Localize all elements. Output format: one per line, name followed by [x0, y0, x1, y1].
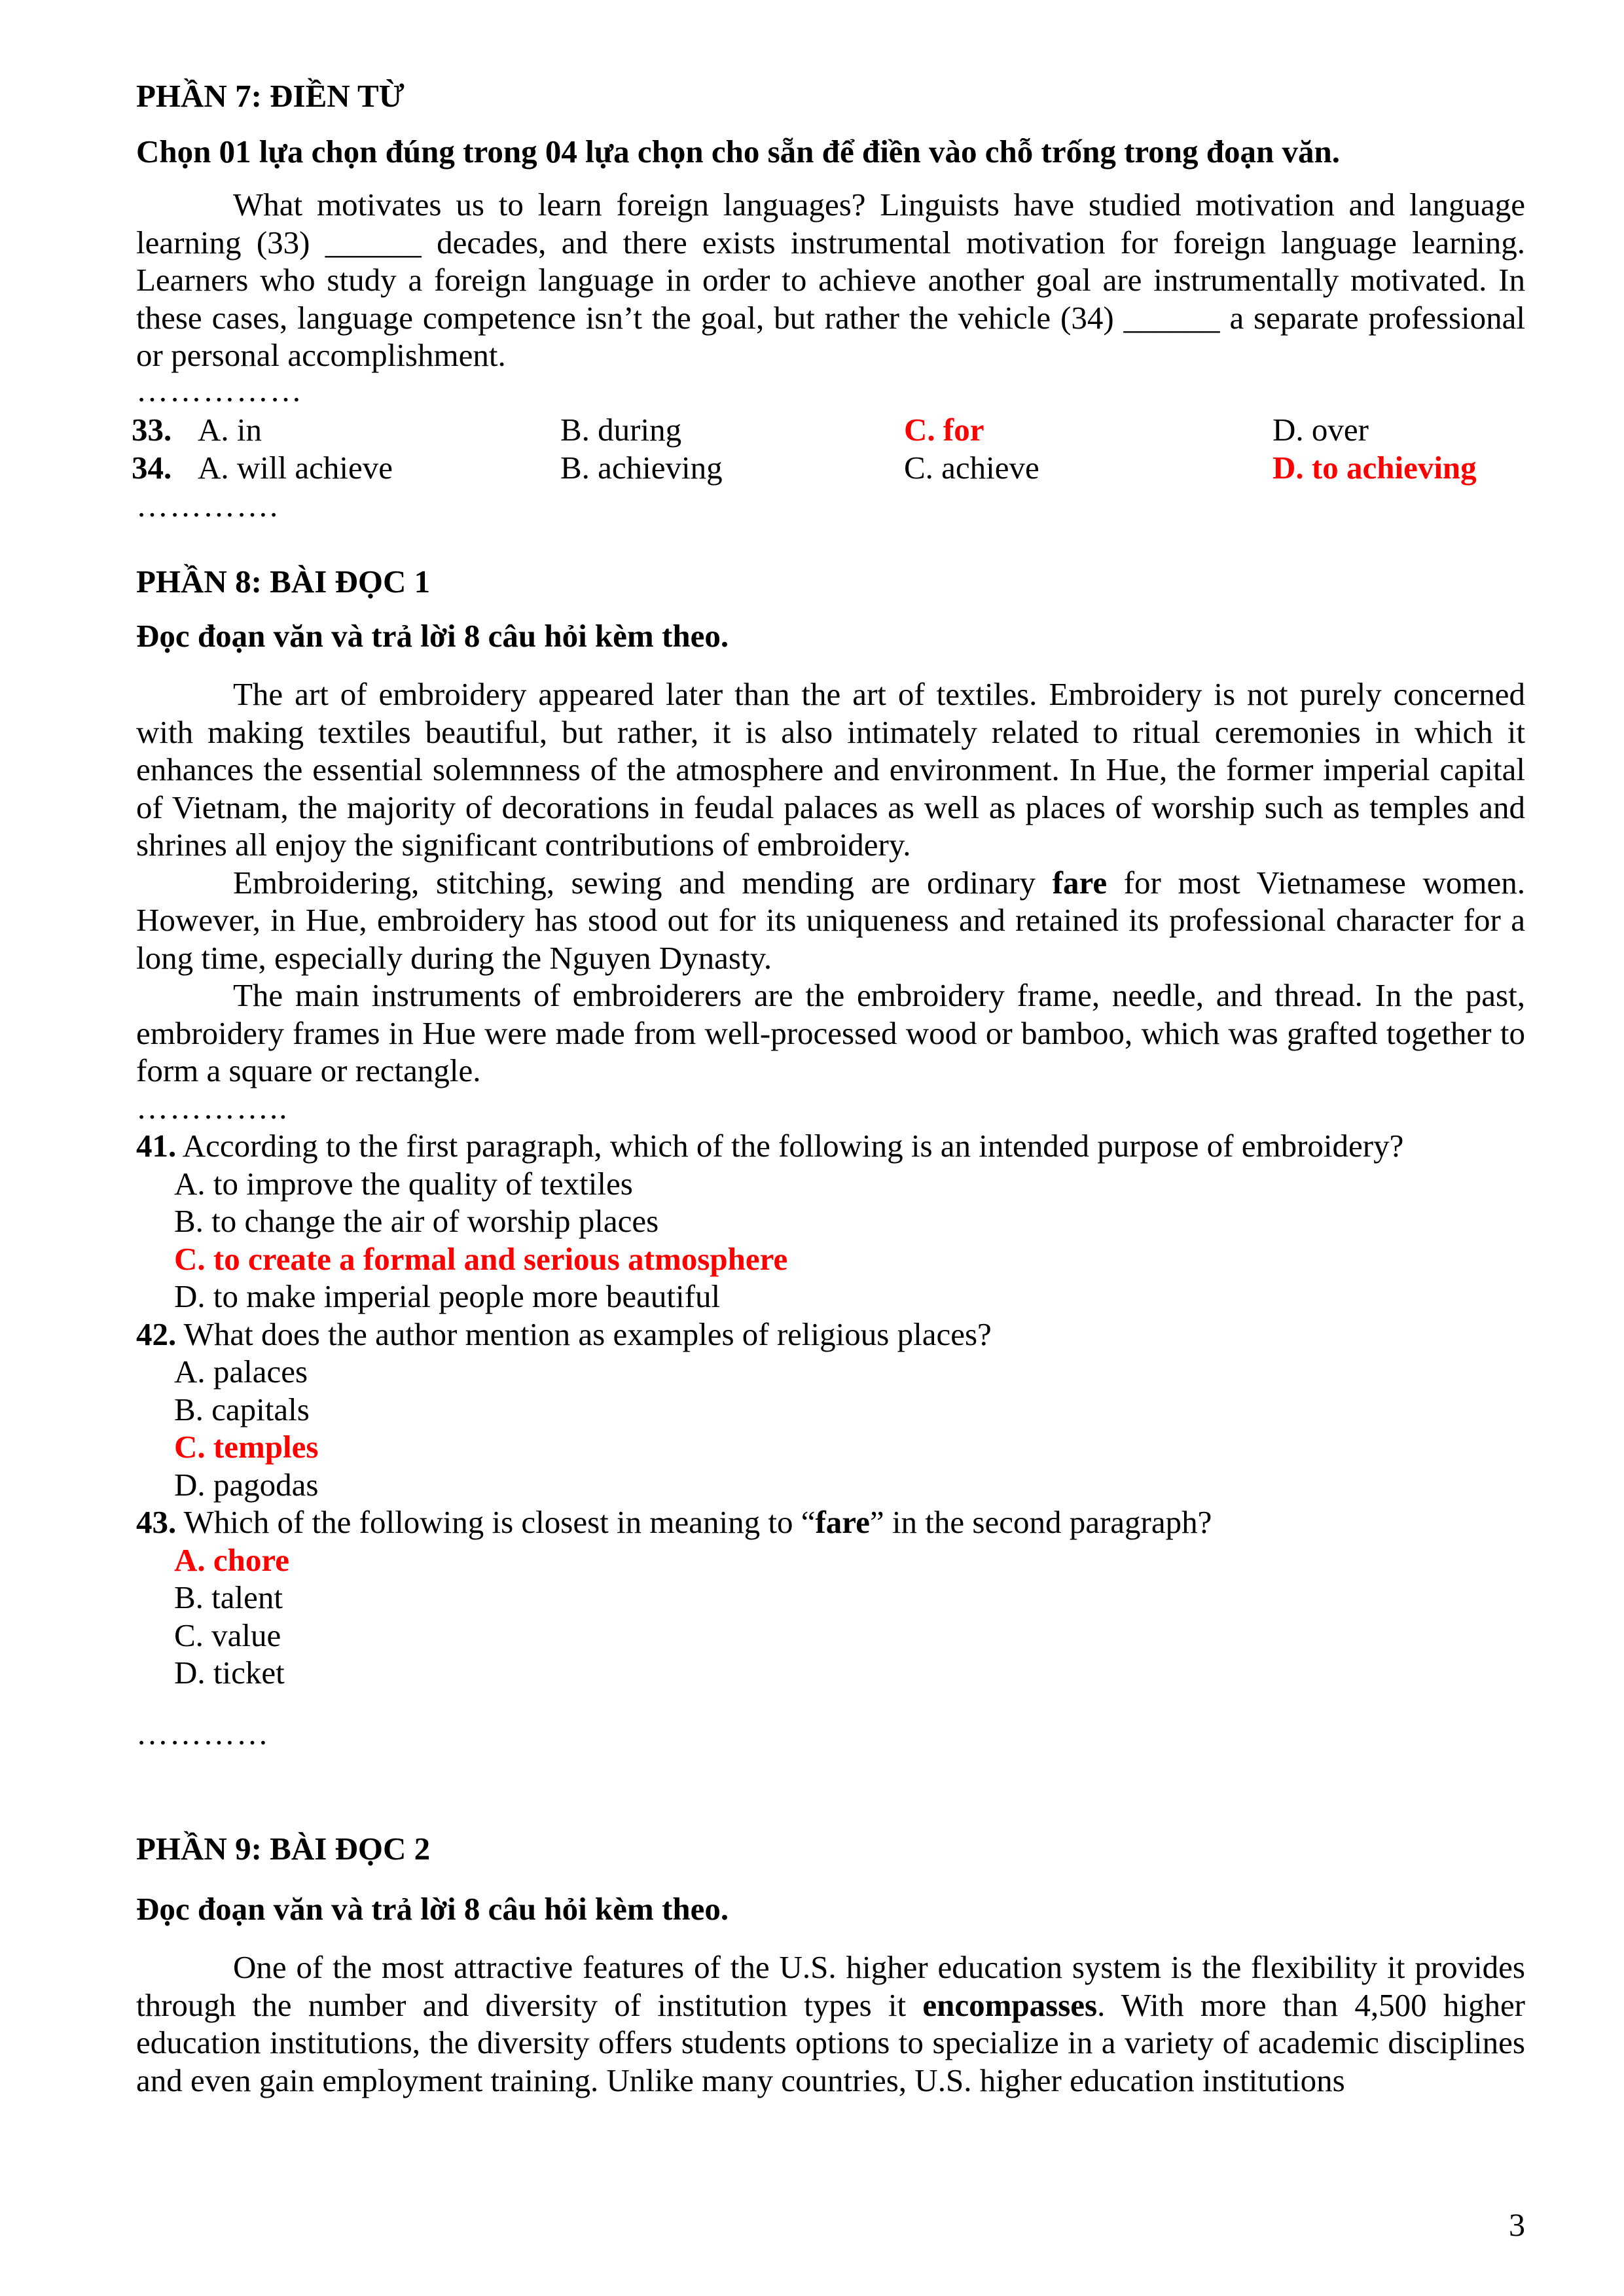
- ellipsis: ……………: [136, 372, 303, 408]
- bold-word-fare: fare: [1052, 864, 1108, 901]
- part9-title: PHẦN 9: BÀI ĐỌC 2: [136, 1831, 431, 1867]
- paragraph-2-end: for most Vietnamese women. However, in Hue, embroidery has stood out for its uniqueness and retained its professional character for a long time, especially during the Nguyen Dynasty.: [136, 864, 1525, 976]
- bold-word: fare: [815, 1504, 870, 1540]
- option-c-correct: C. temples: [174, 1429, 319, 1465]
- option-b: B. talent: [174, 1579, 283, 1615]
- part8-passage: [136, 675, 1525, 1090]
- page-number: 3: [1509, 2206, 1525, 2243]
- question-text: According to the first paragraph, which of the following is an intended purpose of embroidery?: [182, 1128, 1404, 1164]
- question-number: 42.: [136, 1316, 177, 1352]
- part8-title: PHẦN 8: BÀI ĐỌC 1: [136, 564, 431, 600]
- question-33: [0, 411, 1506, 449]
- option-a: A. palaces: [174, 1354, 308, 1390]
- question-number: 33.: [132, 412, 172, 448]
- part8-instruction: Đọc đoạn văn và trả lời 8 câu hỏi kèm theo.: [136, 618, 729, 654]
- question-text: What does the author mention as examples of religious places?: [183, 1316, 992, 1352]
- question-43: [136, 1503, 1525, 1541]
- paragraph-2-start: Embroidering, stitching, sewing and mending are ordinary: [233, 864, 1036, 901]
- option-b: B. capitals: [174, 1391, 310, 1427]
- option-c-correct: C. to create a formal and serious atmosphere: [174, 1240, 788, 1277]
- part7-instruction: Chọn 01 lựa chọn đúng trong 04 lựa chọn cho sẵn để điền vào chỗ trống trong đoạn văn.: [136, 134, 1341, 170]
- option-c: C. value: [174, 1617, 281, 1653]
- question-number: 34.: [132, 450, 172, 486]
- part7-passage: What motivates us to learn foreign languages? Linguists have studied motivation and language learning (33) ______ decades, and there exists instrumental motivation for foreign language learning. Learners who study a foreign language in order to achieve another goal are instrumentally motivated. In these cases, language competence isn’t the goal, but rather the vehicle (34) ______ a separate professional or personal accomplishment.: [136, 187, 1525, 373]
- paragraph-2: [136, 864, 1525, 977]
- option-a-correct: A. chore: [174, 1541, 289, 1578]
- option-d-correct: D. to achieving: [1272, 450, 1477, 486]
- ellipsis: …………: [136, 1715, 270, 1751]
- question-number: 41.: [136, 1128, 177, 1164]
- paragraph-3: The main instruments of embroiderers are the embroidery frame, needle, and thread. In the past, embroidery frames in Hue were made from well-processed wood or bamboo, which was grafted together to form a square or rectangle.: [136, 977, 1525, 1088]
- option-c-correct: C. for: [904, 412, 984, 448]
- ellipsis: …………..: [136, 1090, 289, 1126]
- passage-start: One of the most attractive features of the U.S. higher education system is the flexibility it provides through the number and diversity of institution types it: [136, 1949, 1525, 2023]
- passage-end: . With more than 4,500 higher education institutions, the diversity offers students options to specialize in a variety of academic disciplines and even gain employment training. Unlike many countries, U.S. higher education institutions: [136, 1986, 1526, 2098]
- question-text: Which of the following is closest in meaning to “: [183, 1504, 816, 1540]
- question-41: [136, 1127, 1525, 1165]
- option-a: A. in: [198, 412, 262, 448]
- paragraph-1: The art of embroidery appeared later than the art of textiles. Embroidery is not purely concerned with making textiles beautiful, but rather, it is also intimately related to ritual ceremonies in which it enhances the essential solemnness of the atmosphere and environment. In Hue, the former imperial capital of Vietnam, the majority of decorations in feudal palaces as well as places of worship such as temples and shrines all enjoy the significant contributions of embroidery.: [136, 676, 1525, 863]
- question-42: [136, 1316, 1525, 1354]
- option-d: D. ticket: [174, 1655, 285, 1691]
- option-b: B. to change the air of worship places: [174, 1203, 659, 1239]
- option-b: B. achieving: [560, 450, 723, 486]
- part9-passage: [136, 1948, 1525, 2099]
- option-d: D. over: [1272, 412, 1369, 448]
- option-b: B. during: [560, 412, 682, 448]
- ellipsis: ………….: [136, 488, 280, 524]
- option-c: C. achieve: [904, 450, 1039, 486]
- part7-title: PHẦN 7: ĐIỀN TỪ: [136, 78, 405, 114]
- option-a: A. will achieve: [198, 450, 393, 486]
- option-d: D. pagodas: [174, 1466, 319, 1503]
- option-d: D. to make imperial people more beautiful: [174, 1278, 721, 1314]
- question-number: 43.: [136, 1504, 177, 1540]
- question-text-end: ” in the second paragraph?: [869, 1504, 1212, 1540]
- question-34: [0, 449, 1506, 487]
- bold-word-encompasses: encompasses: [922, 1986, 1098, 2023]
- part9-instruction: Đọc đoạn văn và trả lời 8 câu hỏi kèm theo.: [136, 1891, 729, 1927]
- questions-41-43: [136, 1127, 1525, 1692]
- option-a: A. to improve the quality of textiles: [174, 1165, 633, 1202]
